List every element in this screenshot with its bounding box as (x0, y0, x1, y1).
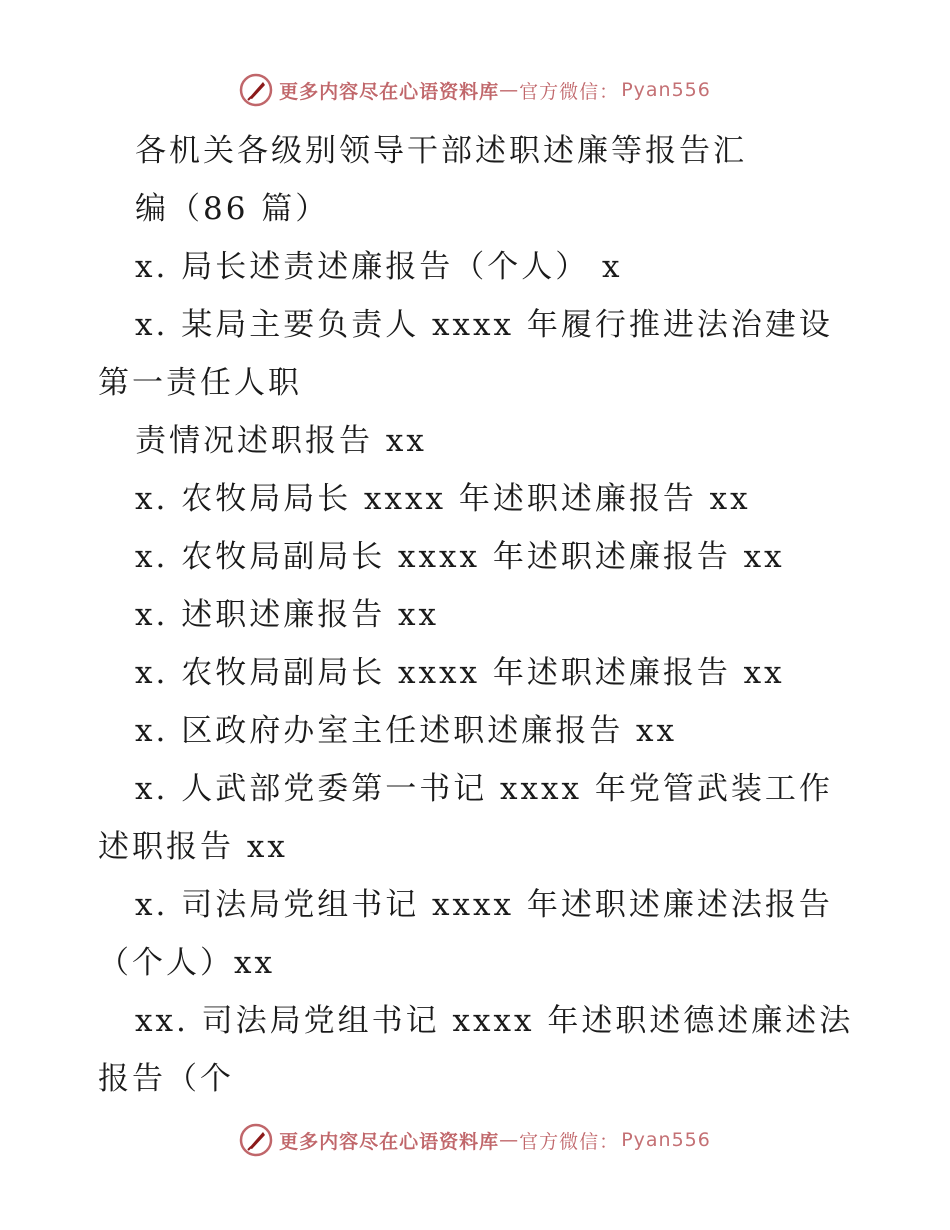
toc-entry-continuation: 责情况述职报告 xx (135, 423, 427, 459)
doc-title-line-1: 各机关各级别领导干部述职述廉等报告汇 (135, 133, 747, 169)
watermark-handle: Pyan556 (621, 1129, 711, 1151)
toc-entry: x. 某局主要负责人 xxxx 年履行推进法治建设 (135, 307, 833, 343)
watermark-main-text: 更多内容尽在心语资料库 (279, 1130, 500, 1153)
watermark-dash: — (499, 79, 520, 101)
toc-entry: x. 人武部党委第一书记 xxxx 年党管武装工作 (135, 771, 833, 807)
watermark-handle: Pyan556 (621, 79, 711, 101)
toc-entry: x. 司法局党组书记 xxxx 年述职述廉述法报告 (135, 887, 833, 923)
quill-pen-logo-icon (239, 73, 273, 107)
toc-entry-continuation: 报告（个 (98, 1061, 234, 1097)
toc-entry-continuation: 述职报告 xx (98, 829, 288, 865)
watermark-banner-top (0, 70, 950, 110)
toc-entry: x. 农牧局副局长 xxxx 年述职述廉报告 xx (135, 539, 785, 575)
toc-entry-continuation: （个人）xx (98, 945, 275, 981)
watermark-main-text: 更多内容尽在心语资料库 (279, 80, 500, 103)
toc-entry: x. 局长述责述廉报告（个人） x (135, 249, 623, 285)
watermark-label: 官方微信： (519, 1130, 620, 1153)
toc-entry: x. 区政府办室主任述职述廉报告 xx (135, 713, 678, 749)
toc-entry: x. 述职述廉报告 xx (135, 597, 440, 633)
watermark-label: 官方微信： (519, 80, 620, 103)
quill-pen-logo-icon (239, 1123, 273, 1157)
watermark-banner-bottom (0, 1120, 950, 1160)
toc-entry: xx. 司法局党组书记 xxxx 年述职述德述廉述法 (135, 1003, 854, 1039)
toc-entry: x. 农牧局局长 xxxx 年述职述廉报告 xx (135, 481, 751, 517)
doc-title-line-2: 编（86 篇） (135, 191, 330, 227)
watermark-dash: — (499, 1129, 520, 1151)
toc-entry: x. 农牧局副局长 xxxx 年述职述廉报告 xx (135, 655, 785, 691)
toc-entry-continuation: 第一责任人职 (98, 365, 302, 401)
